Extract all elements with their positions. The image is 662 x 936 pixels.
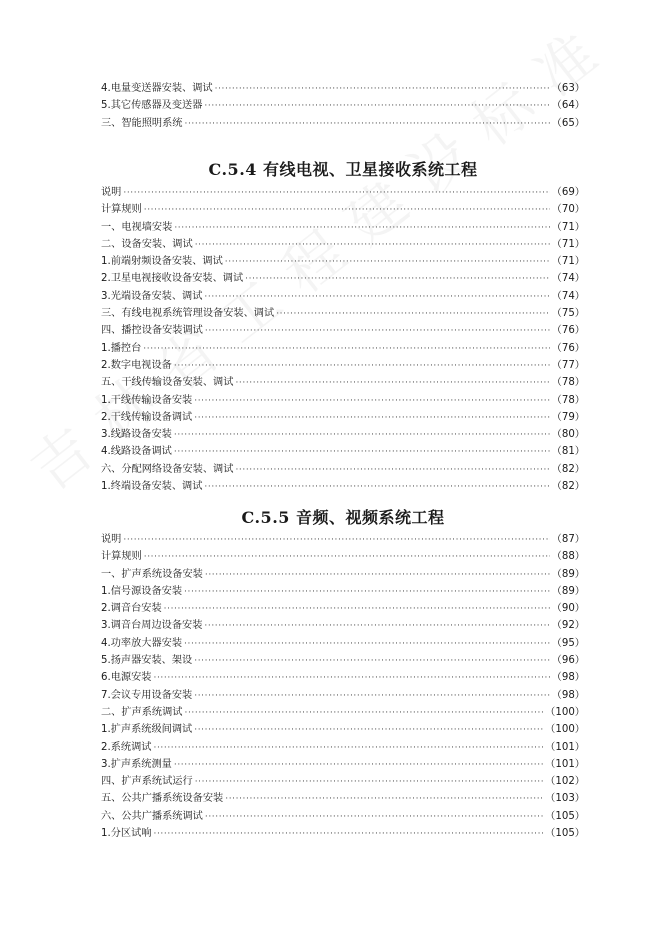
toc-entry-label: 7.会议专用设备安装 <box>101 689 193 701</box>
dot-leader <box>144 202 550 219</box>
toc-entry-label: 六、公共广播系统调试 <box>101 810 203 822</box>
toc-entry-label: 1.信号源设备安装 <box>101 585 183 597</box>
toc-entry-page-number: （92） <box>551 620 585 632</box>
toc-entry-label: 1.前端射频设备安装、调试 <box>101 256 223 268</box>
toc-entry-page-number: （105） <box>545 828 585 840</box>
toc-entry-page-number: （82） <box>551 481 585 493</box>
toc-entry[interactable] <box>101 583 585 600</box>
dot-leader <box>144 549 550 566</box>
toc-entry-label: 3.调音台周边设备安装 <box>101 620 203 632</box>
dot-leader <box>153 670 549 687</box>
toc-entry[interactable] <box>101 288 585 305</box>
toc-entry-label: 1.扩声系统级间调试 <box>101 724 193 736</box>
dot-leader <box>205 323 550 340</box>
toc-entry-label: 一、电视墙安装 <box>101 221 173 233</box>
toc-entry-label: 六、分配网络设备安装、调试 <box>101 463 234 475</box>
toc-entry-page-number: （76） <box>551 325 585 337</box>
toc-entry-page-number: （65） <box>551 117 585 129</box>
dot-leader <box>204 98 549 115</box>
toc-entry-page-number: （69） <box>551 187 585 198</box>
dot-leader <box>204 618 549 635</box>
toc-entry-label: 四、扩声系统试运行 <box>101 776 193 788</box>
toc-entry-label: 三、有线电视系统管理设备安装、调试 <box>101 308 275 320</box>
dot-leader <box>204 479 549 496</box>
dot-leader <box>215 81 550 98</box>
dot-leader <box>245 271 550 288</box>
dot-leader <box>235 462 549 479</box>
toc-entry[interactable] <box>101 97 585 114</box>
toc-entry-label: 4.电量变送器安装、调试 <box>101 83 213 94</box>
dot-leader <box>174 444 550 461</box>
dot-leader <box>184 636 550 653</box>
dot-leader <box>174 757 543 774</box>
dot-leader <box>184 584 550 601</box>
toc-entry[interactable] <box>101 115 585 132</box>
toc-entry-label: 二、扩声系统调试 <box>101 706 183 718</box>
dot-leader <box>194 393 549 410</box>
toc-entry-page-number: （105） <box>545 810 585 822</box>
toc-entry-label: 2.系统调试 <box>101 741 152 753</box>
toc-entry[interactable] <box>101 704 585 721</box>
toc-entry[interactable] <box>101 392 585 409</box>
toc-entry-page-number: （74） <box>551 290 585 302</box>
toc-entry[interactable] <box>101 756 585 773</box>
toc-entry[interactable] <box>101 305 585 322</box>
toc-entry[interactable] <box>101 600 585 617</box>
toc-entry-label: 2.干线传输设备调试 <box>101 411 193 423</box>
toc-entry[interactable] <box>101 443 585 460</box>
toc-entry[interactable] <box>101 635 585 652</box>
toc-entry-page-number: （71） <box>551 256 585 268</box>
toc-entry-label: 2.数字电视设备 <box>101 359 172 371</box>
toc-entry[interactable] <box>101 236 585 253</box>
toc-entry-page-number: （78） <box>551 394 585 406</box>
toc-entry-page-number: （80） <box>551 429 585 441</box>
toc-entry[interactable] <box>101 219 585 236</box>
toc-section-continued <box>101 80 585 132</box>
toc-entry-page-number: （100） <box>545 706 585 718</box>
dot-leader <box>195 237 550 254</box>
toc-section-c54 <box>101 184 585 495</box>
dot-leader <box>153 740 543 757</box>
toc-entry-label: 三、智能照明系统 <box>101 117 183 129</box>
dot-leader <box>195 774 543 791</box>
toc-entry[interactable] <box>101 687 585 704</box>
toc-entry[interactable] <box>101 322 585 339</box>
toc-entry-label: 1.播控台 <box>101 342 142 354</box>
dot-leader <box>276 306 549 323</box>
dot-leader <box>205 809 543 826</box>
toc-entry-page-number: （89） <box>551 585 585 597</box>
toc-entry[interactable] <box>101 80 585 97</box>
toc-entry-page-number: （102） <box>545 776 585 788</box>
toc-entry-page-number: （63） <box>551 83 585 94</box>
toc-entry[interactable] <box>101 790 585 807</box>
toc-entry[interactable] <box>101 773 585 790</box>
toc-entry[interactable] <box>101 409 585 426</box>
toc-entry[interactable] <box>101 566 585 583</box>
toc-entry-page-number: （71） <box>551 221 585 233</box>
toc-entry-page-number: （79） <box>551 411 585 423</box>
toc-entry-page-number: （98） <box>551 672 585 684</box>
toc-entry[interactable] <box>101 531 585 548</box>
toc-entry[interactable] <box>101 461 585 478</box>
toc-entry-page-number: （70） <box>551 204 585 216</box>
toc-entry-page-number: （64） <box>551 100 585 112</box>
toc-entry-page-number: （98） <box>551 689 585 701</box>
dot-leader <box>174 427 550 444</box>
toc-entry-label: 说明 <box>101 534 122 545</box>
toc-entry-label: 五、公共广播系统设备安装 <box>101 793 224 805</box>
dot-leader <box>123 185 549 202</box>
toc-entry-page-number: （88） <box>551 551 585 563</box>
toc-entry-page-number: （77） <box>551 359 585 371</box>
dot-leader <box>194 653 549 670</box>
toc-entry[interactable] <box>101 270 585 287</box>
toc-entry[interactable] <box>101 548 585 565</box>
toc-entry-label: 1.分区试响 <box>101 828 152 840</box>
toc-entry-label: 3.扩声系统测量 <box>101 758 172 770</box>
dot-leader <box>194 688 549 705</box>
toc-entry[interactable] <box>101 357 585 374</box>
toc-entry-page-number: （101） <box>545 758 585 770</box>
toc-entry-page-number: （95） <box>551 637 585 649</box>
toc-entry-page-number: （78） <box>551 377 585 389</box>
dot-leader <box>225 791 543 808</box>
dot-leader <box>225 254 550 271</box>
toc-entry-label: 说明 <box>101 187 122 198</box>
dot-leader <box>205 567 550 584</box>
toc-entry-page-number: （76） <box>551 342 585 354</box>
dot-leader <box>174 358 550 375</box>
dot-leader <box>153 826 543 843</box>
toc-entry-page-number: （74） <box>551 273 585 285</box>
dot-leader <box>123 532 549 549</box>
toc-entry[interactable] <box>101 184 585 201</box>
toc-entry[interactable] <box>101 340 585 357</box>
dot-leader <box>185 705 544 722</box>
toc-entry-page-number: （89） <box>551 568 585 580</box>
toc-entry-label: 3.线路设备安装 <box>101 429 172 441</box>
toc-entry-page-number: （81） <box>551 446 585 458</box>
toc-entry-label: 计算规则 <box>101 551 142 563</box>
toc-entry[interactable] <box>101 739 585 756</box>
toc-entry-page-number: （103） <box>545 793 585 805</box>
toc-entry-label: 四、播控设备安装调试 <box>101 325 203 337</box>
toc-entry[interactable] <box>101 825 585 842</box>
toc-entry-label: 2.卫星电视接收设备安装、调试 <box>101 273 244 285</box>
toc-entry-page-number: （90） <box>551 603 585 615</box>
toc-entry-label: 2.调音台安装 <box>101 603 162 615</box>
toc-entry[interactable] <box>101 808 585 825</box>
toc-entry-label: 5.其它传感器及变送器 <box>101 100 203 112</box>
dot-leader <box>235 375 549 392</box>
toc-entry-page-number: （75） <box>551 308 585 320</box>
toc-entry-label: 1.终端设备安装、调试 <box>101 481 203 493</box>
toc-entry-page-number: （87） <box>551 534 585 545</box>
toc-entry-page-number: （82） <box>551 463 585 475</box>
dot-leader <box>174 220 549 237</box>
toc-entry[interactable] <box>101 253 585 270</box>
section-heading-c55: C.5.5 音频、视频系统工程 <box>241 508 445 527</box>
toc-entry-page-number: （100） <box>545 724 585 736</box>
toc-entry[interactable] <box>101 669 585 686</box>
toc-entry[interactable] <box>101 201 585 218</box>
toc-entry-label: 5.扬声器安装、架设 <box>101 655 193 667</box>
dot-leader <box>194 722 543 739</box>
dot-leader <box>185 116 550 133</box>
toc-entry-page-number: （71） <box>551 238 585 250</box>
toc-entry-label: 4.功率放大器安装 <box>101 637 183 649</box>
toc-entry[interactable] <box>101 652 585 669</box>
toc-entry[interactable] <box>101 721 585 738</box>
toc-entry-label: 1.干线传输设备安装 <box>101 394 193 406</box>
dot-leader <box>143 341 549 358</box>
dot-leader <box>194 410 549 427</box>
toc-entry[interactable] <box>101 617 585 634</box>
toc-entry-label: 二、设备安装、调试 <box>101 238 193 250</box>
toc-entry-label: 一、扩声系统设备安装 <box>101 568 203 580</box>
toc-entry-label: 6.电源安装 <box>101 672 152 684</box>
dot-leader <box>164 601 550 618</box>
toc-section-c55 <box>101 531 585 842</box>
toc-entry-page-number: （96） <box>551 655 585 667</box>
toc-entry-label: 4.线路设备调试 <box>101 446 172 458</box>
dot-leader <box>204 289 549 306</box>
toc-entry[interactable] <box>101 478 585 495</box>
toc-entry[interactable] <box>101 374 585 391</box>
section-heading-c54: C.5.4 有线电视、卫星接收系统工程 <box>208 160 478 179</box>
toc-entry-label: 计算规则 <box>101 204 142 216</box>
toc-entry-page-number: （101） <box>545 741 585 753</box>
toc-entry-label: 3.光端设备安装、调试 <box>101 290 203 302</box>
toc-entry-label: 五、干线传输设备安装、调试 <box>101 377 234 389</box>
toc-entry[interactable] <box>101 426 585 443</box>
